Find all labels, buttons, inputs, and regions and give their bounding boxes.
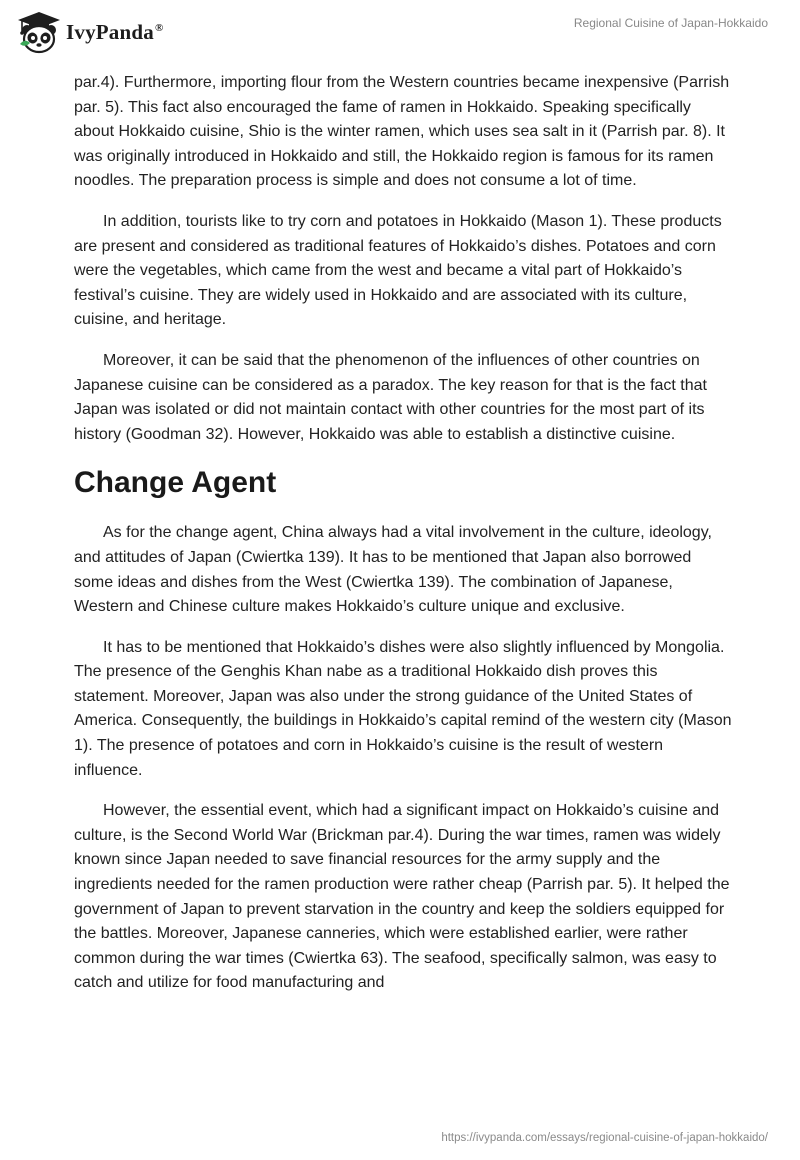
essay-body — [74, 71, 734, 1012]
paragraph: As for the change agent, China always had a vital involvement in the culture, ideology, and attitudes of Japan (Cwiertka 139). It has to be mentioned that Japan also borrowed some ideas and dishes from the West (Cwiertka 139). The combination of Japanese, Western and Chinese culture makes Hokkaido’s culture unique and exclusive. — [74, 524, 712, 616]
paragraph: However, the essential event, which had a significant impact on Hokkaido’s cuisine and culture, is the Second World War (Brickman par.4). During the war times, ramen was widely known since Japan needed to save financial resources for the army supply and the ingredients needed for the ramen production were rather cheap (Parrish par. 5). It helped the government of Japan to prevent starvation in the country and keep the soldiers equipped for the battles. Moreover, Japanese canneries, which were established earlier, were rather common during the war times (Cwiertka 63). The seafood, specifically salmon, was easy to catch and utilize for food manufacturing and — [74, 802, 730, 992]
document-title: Regional Cuisine of Japan-Hokkaido — [573, 16, 768, 30]
panda-graduate-icon — [16, 10, 62, 54]
page-header — [0, 0, 800, 72]
brand-name — [66, 20, 163, 45]
paragraph: It has to be mentioned that Hokkaido’s dishes were also slightly influenced by Mongolia. The presence of the Genghis Khan nabe as a traditional Hokkaido dish proves this statement. Moreover, Japan was also under the strong guidance of the United States of America. Consequently, the buildings in Hokkaido’s capital remind of the western city (Mason 1). The presence of potatoes and corn in Hokkaido’s cuisine is the result of western influence. — [74, 638, 732, 779]
registered-mark: ® — [154, 21, 164, 34]
paragraph: In addition, tourists like to try corn and potatoes in Hokkaido (Mason 1). These products are present and considered as traditional features of Hokkaido’s dishes. Potatoes and corn were the vegetables, which came from the west and became a vital part of Hokkaido’s festival’s cuisine. They are widely used in Hokkaido and are associated with its culture, cuisine, and heritage. — [74, 212, 722, 329]
paragraph: par.4). Furthermore, importing flour from the Western countries became inexpensive (Parrish par. 5). This fact also encouraged the fame of ramen in Hokkaido. Speaking specifically about Hokkaido cuisine, Shio is the winter ramen, which uses sea salt in it (Parrish par. 8). It was originally introduced in Hokkaido and still, the Hokkaido region is famous for its ramen noodles. The preparation process is simple and does not consume a lot of time. — [74, 74, 730, 190]
source-url-link[interactable]: https://ivypanda.com/essays/regional-cuisine-of-japan-hokkaido/ — [441, 1132, 768, 1144]
brand-text: IvyPanda — [66, 19, 154, 44]
ivypanda-logo[interactable] — [16, 10, 163, 54]
section-heading: Change Agent — [74, 466, 277, 500]
paragraph: Moreover, it can be said that the phenomenon of the influences of other countries on Japanese cuisine can be considered as a paradox. The key reason for that is the fact that Japan was isolated or did not maintain contact with other countries for the most part of its history (Goodman 32). However, Hokkaido was able to establish a distinctive cuisine. — [74, 351, 707, 443]
